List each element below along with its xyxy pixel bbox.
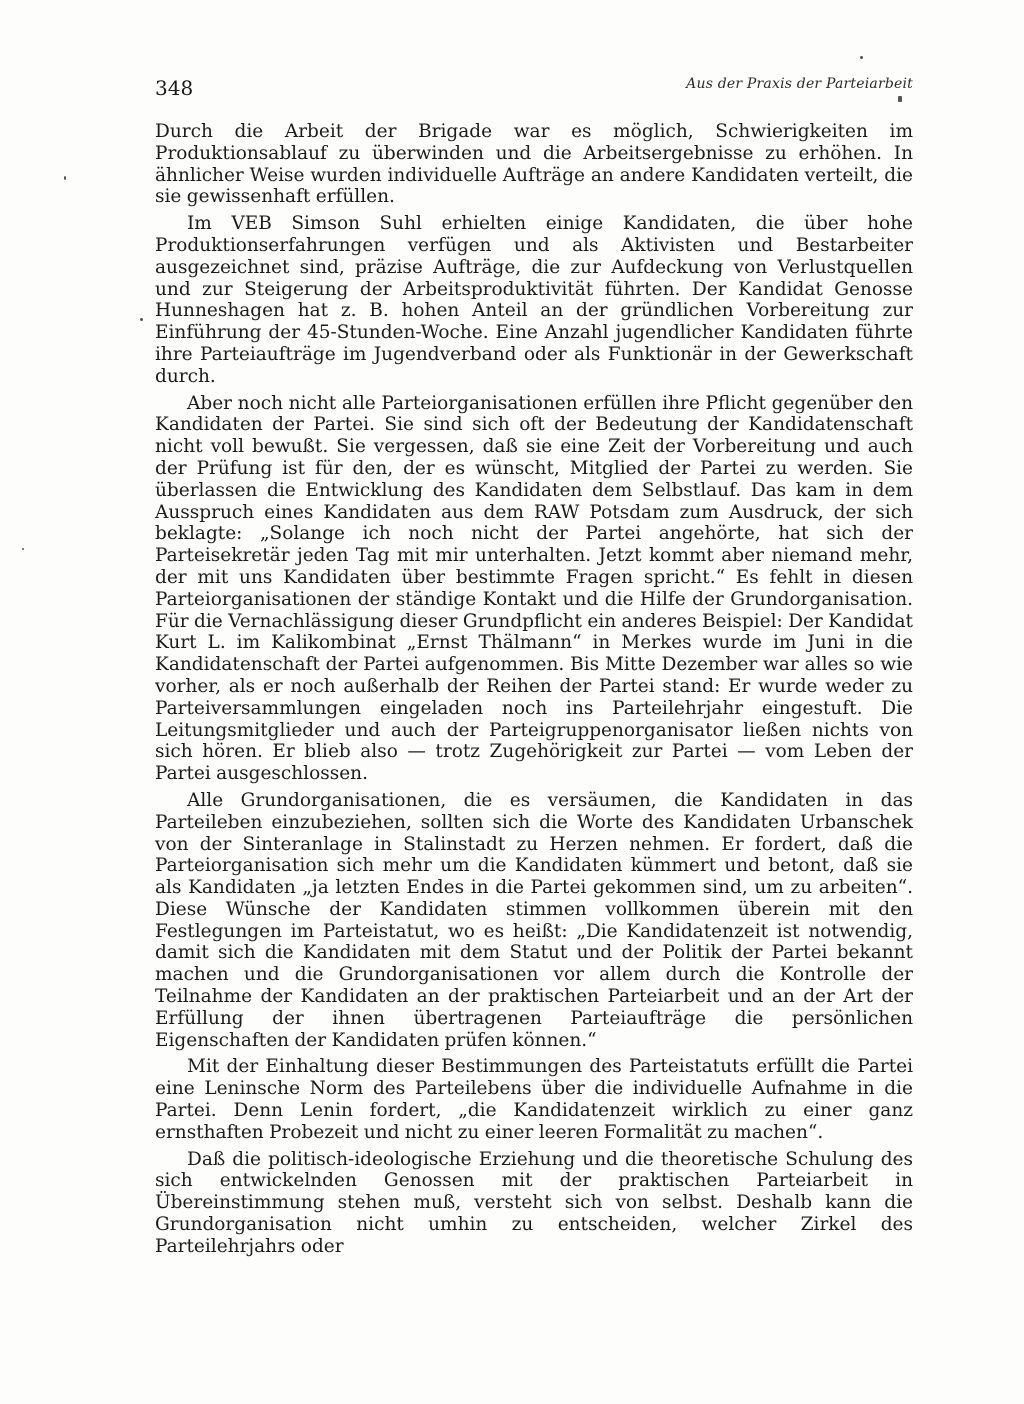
paragraph-4: Alle Grundorganisationen, die es versäumen, die Kandidaten in das Parteileben einzubeziehen, sollten sich die Worte des Kandidaten Urbanschek von der Sinteranlage in Stalinstadt zu Herzen nehmen. Er fordert, daß die Parteiorganisation sich mehr um die Kandidaten kümmert und betont, daß sie als Kandidaten „ja letzten Endes in die Partei gekommen sind, um zu arbeiten“. Diese Wünsche der Kandidaten stimmen vollkommen überein mit den Festlegungen im Parteistatut, wo es heißt: „Die Kandidatenzeit ist notwendig, damit sich die Kandidaten mit dem Statut und der Politik der Partei bekannt machen und die Grundorganisationen vor allem durch die Kontrolle der Teilnahme der Kandidaten an der praktischen Parteiarbeit und an der Art der Erfüllung der ihnen übertragenen Parteiaufträge die persönlichen Eigenschaften der Kandidaten prüfen können.“ [155,789,913,1051]
paragraph-5: Mit der Einhaltung dieser Bestimmungen des Parteistatuts erfüllt die Partei eine Leninsche Norm des Parteilebens über die individuelle Aufnahme in die Partei. Denn Lenin fordert, „die Kandidatenzeit wirklich zu einer ganz ernsthaften Probezeit und nicht zu einer leeren Formalität zu machen“. [155,1056,913,1143]
page-header [155,72,913,102]
scan-speck [64,176,66,180]
scan-speck [898,96,902,102]
scan-speck [22,548,24,550]
paragraph-2: Im VEB Simson Suhl erhielten einige Kandidaten, die über hohe Produktionserfahrungen verfügen und als Aktivisten und Bestarbeiter ausgezeichnet sind, präzise Aufträge, die zur Aufdeckung von Verlustquellen und zur Steigerung der Arbeitsproduktivität führten. Der Kandidat Genosse Hunneshagen hat z. B. hohen Anteil an der gründlichen Vorbereitung zur Einführung der 45-Stunden-Woche. Eine Anzahl jugendlicher Kandidaten führte ihre Parteiaufträge im Jugendverband oder als Funktionär in der Gewerkschaft durch. [155,213,913,387]
paragraph-6: Daß die politisch-ideologische Erziehung und die theoretische Schulung des sich entwickelnden Genossen mit der praktischen Parteiarbeit in Übereinstimmung stehen muß, versteht sich von selbst. Deshalb kann die Grundorganisation nicht umhin zu entscheiden, welcher Zirkel des Parteilehrjahrs oder [155,1148,913,1257]
body-text [155,121,913,1258]
paragraph-1: Durch die Arbeit der Brigade war es möglich, Schwierigkeiten im Produktionsablauf zu überwinden und die Arbeitsergebnisse zu erhöhen. In ähnlicher Weise wurden individuelle Aufträge an andere Kandidaten verteilt, die sie gewissenhaft erfüllen. [155,121,913,208]
running-head: Aus der Praxis der Parteiarbeit [686,76,913,92]
paragraph-3: Aber noch nicht alle Parteiorganisationen erfüllen ihre Pflicht gegenüber den Kandidaten der Partei. Sie sind sich oft der Bedeutung der Kandidatenschaft nicht voll bewußt. Sie vergessen, daß sie eine Zeit der Vorbereitung und auch der Prüfung ist für den, der es wünscht, Mitglied der Partei zu werden. Sie überlassen die Entwicklung des Kandidaten dem Selbstlauf. Das kam in dem Ausspruch eines Kandidaten aus dem RAW Potsdam zum Ausdruck, der sich beklagte: „Solange ich noch nicht der Partei angehörte, hat sich der Parteisekretär jeden Tag mit mir unterhalten. Jetzt kommt aber niemand mehr, der mit uns Kandidaten über bestimmte Fragen spricht.“ Es fehlt in diesen Parteiorganisationen der ständige Kontakt und die Hilfe der Grundorganisation. Für die Vernachlässigung dieser Grundpflicht ein anderes Beispiel: Der Kandidat Kurt L. im Kalikombinat „Ernst Thälmann“ in Merkes wurde im Juni in die Kandidatenschaft der Partei aufgenommen. Bis Mitte Dezember war alles so wie vorher, als er noch außerhalb der Reihen der Partei stand: Er wurde weder zu Parteiversammlungen eingeladen noch ins Parteilehrjahr eingestuft. Die Leitungsmitglieder und auch der Parteigruppenorganisator ließen nichts von sich hören. Er blieb also — trotz Zugehörigkeit zur Partei — vom Leben der Partei ausgeschlossen. [155,392,913,785]
scan-speck [140,318,143,321]
page-number: 348 [155,76,194,100]
scan-speck [860,56,863,59]
